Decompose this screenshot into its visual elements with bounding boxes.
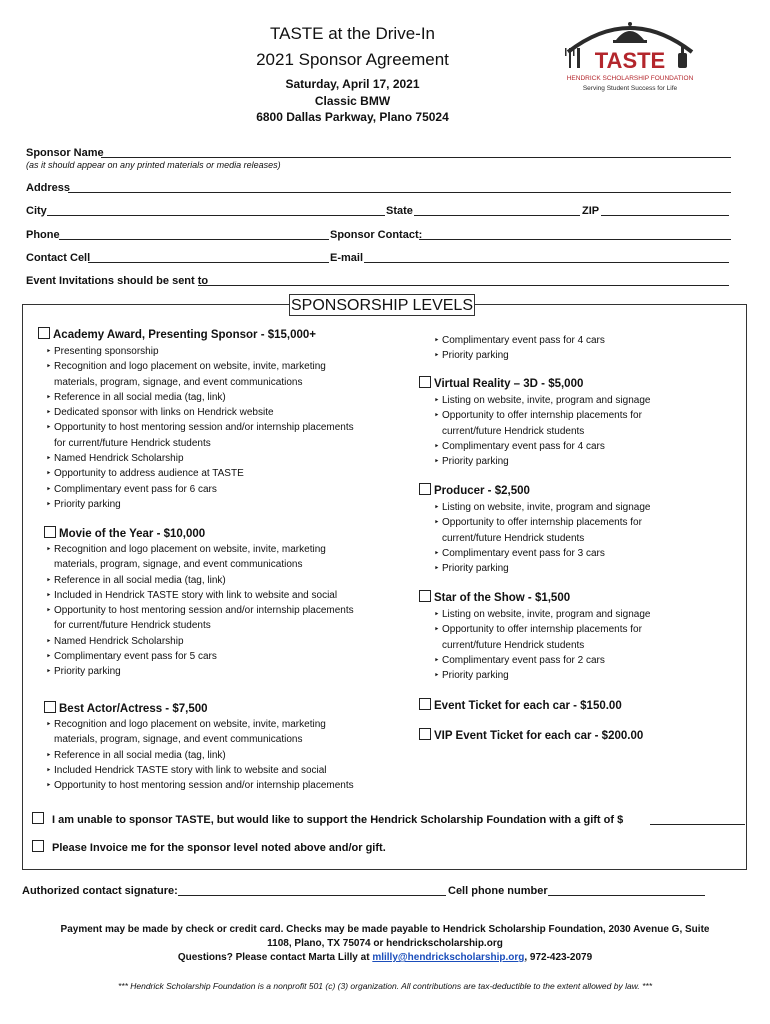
- event-address: 6800 Dallas Parkway, Plano 75024: [256, 110, 449, 124]
- benefit-item: materials, program, signage, and event communications: [54, 734, 303, 746]
- checkbox-academy-award[interactable]: [38, 327, 50, 339]
- contact-phone: , 972-423-2079: [524, 952, 593, 963]
- benefit-list: [46, 344, 413, 512]
- benefit-item: ‣ Priority parking: [434, 348, 734, 363]
- benefit-item: ‣ Listing on website, invite, program and signage: [434, 607, 729, 622]
- email-label: E-mail: [330, 252, 364, 264]
- logo-name: TASTE: [594, 48, 666, 73]
- benefit-item: ‣ Complimentary event pass for 4 cars: [434, 439, 729, 454]
- sponsor-name-field[interactable]: [101, 157, 731, 158]
- level-virtual-reality: [419, 376, 729, 469]
- gift-option: [32, 812, 623, 826]
- benefit-item: ‣ Priority parking: [434, 454, 729, 469]
- checkbox-virtual-reality[interactable]: [419, 376, 431, 388]
- address-label: Address: [26, 182, 71, 194]
- level-best-actor: [44, 701, 414, 793]
- payment-line-1: Payment may be made by check or credit card. Checks may be made payable to Hendrick Scholarship Foundation, 2030 Avenue G, Suite: [60, 924, 710, 935]
- taste-logo-graphic: [550, 12, 710, 97]
- benefit-item: ‣ Recognition and logo placement on website, invite, marketing: [46, 359, 413, 374]
- benefit-item: ‣ Reference in all social media (tag, link): [46, 748, 414, 763]
- benefit-item: current/future Hendrick students: [442, 532, 585, 544]
- email-field[interactable]: [364, 262, 729, 263]
- level-title: Producer - $2,500: [434, 485, 530, 497]
- benefit-item: ‣ Reference in all social media (tag, link): [46, 573, 414, 588]
- sponsor-contact-field[interactable]: [419, 239, 731, 240]
- checkbox-vip-ticket[interactable]: [419, 728, 431, 740]
- level-title: Virtual Reality – 3D - $5,000: [434, 378, 584, 390]
- benefit-item: ‣ Included Hendrick TASTE story with link to website and social: [46, 763, 414, 778]
- taste-logo: [550, 12, 710, 97]
- questions-line: [14, 952, 756, 963]
- benefit-item: ‣ Priority parking: [434, 561, 729, 576]
- level-title: Star of the Show - $1,500: [434, 592, 571, 604]
- gift-label: I am unable to sponsor TASTE, but would like to support the Hendrick Scholarship Foundation with a gift of $: [52, 814, 624, 826]
- benefit-item: ‣ Recognition and logo placement on website, invite, marketing: [46, 717, 414, 732]
- benefit-item: ‣ Opportunity to offer internship placements for: [434, 408, 729, 423]
- benefit-item: materials, program, signage, and event communications: [54, 559, 303, 571]
- benefit-item: current/future Hendrick students: [442, 425, 585, 437]
- level-title: Academy Award, Presenting Sponsor - $15,000+: [53, 329, 317, 341]
- benefit-item: ‣ Opportunity to offer internship placements for: [434, 622, 729, 637]
- vip-ticket-label: VIP Event Ticket for each car - $200.00: [434, 730, 644, 742]
- benefit-item: ‣ Listing on website, invite, program and signage: [434, 393, 729, 408]
- vip-ticket-option: [419, 728, 643, 742]
- checkbox-producer[interactable]: [419, 483, 431, 495]
- contact-cell-field[interactable]: [88, 262, 329, 263]
- document-title: TASTE at the Drive-In: [269, 24, 435, 43]
- level-star-of-the-show: [419, 590, 729, 683]
- logo-org: HENDRICK SCHOLARSHIP FOUNDATION: [566, 75, 694, 82]
- benefit-list: [434, 500, 729, 576]
- contact-email-link[interactable]: mlilly@hendrickscholarship.org: [372, 952, 525, 963]
- benefit-item: for current/future Hendrick students: [54, 437, 211, 449]
- benefit-item: ‣ Listing on website, invite, program and signage: [434, 500, 729, 515]
- benefit-item: ‣ Priority parking: [434, 668, 729, 683]
- checkbox-invoice[interactable]: [32, 840, 44, 852]
- event-venue: Classic BMW: [314, 94, 391, 108]
- level-movie-of-the-year: [44, 526, 414, 680]
- benefit-list: [46, 542, 414, 680]
- benefit-item: ‣ Opportunity to host mentoring session and/or internship placements: [46, 420, 413, 435]
- logo-tagline: Serving Student Success for Life: [582, 85, 678, 92]
- signature-field[interactable]: [178, 895, 446, 896]
- checkbox-gift[interactable]: [32, 812, 44, 824]
- payment-line-2: 1108, Plano, TX 75074 or hendrickscholarship.org: [267, 938, 503, 949]
- cell-phone-label: Cell phone number: [448, 885, 548, 897]
- benefit-item: for current/future Hendrick students: [54, 620, 211, 632]
- benefit-item: ‣ Complimentary event pass for 5 cars: [46, 649, 414, 664]
- benefit-item: ‣ Complimentary event pass for 3 cars: [434, 546, 729, 561]
- benefit-list: [46, 717, 414, 793]
- event-ticket-label: Event Ticket for each car - $150.00: [434, 700, 622, 712]
- sponsor-contact-label: Sponsor Contact:: [330, 229, 423, 241]
- benefit-item: ‣ Dedicated sponsor with links on Hendrick website: [46, 405, 413, 420]
- benefit-item: ‣ Opportunity to host mentoring session and/or internship placements: [46, 603, 414, 618]
- benefit-item: ‣ Reference in all social media (tag, link): [46, 390, 413, 405]
- level-title: Best Actor/Actress - $7,500: [59, 703, 208, 715]
- checkbox-best-actor[interactable]: [44, 701, 56, 713]
- questions-text: Questions? Please contact Marta Lilly at: [177, 952, 373, 963]
- benefit-list: [434, 393, 729, 469]
- checkbox-event-ticket[interactable]: [419, 698, 431, 710]
- address-field[interactable]: [68, 192, 731, 193]
- state-label: State: [386, 205, 413, 217]
- zip-field[interactable]: [601, 215, 729, 216]
- benefit-item: ‣ Opportunity to address audience at TASTE: [46, 466, 413, 481]
- invoice-label: Please Invoice me for the sponsor level noted above and/or gift.: [52, 842, 386, 854]
- benefit-item: current/future Hendrick students: [442, 639, 585, 651]
- benefit-item: ‣ Complimentary event pass for 6 cars: [46, 482, 413, 497]
- phone-field[interactable]: [59, 239, 329, 240]
- invitations-label: Event Invitations should be sent to: [26, 275, 209, 287]
- benefit-item: ‣ Complimentary event pass for 2 cars: [434, 653, 729, 668]
- phone-label: Phone: [26, 229, 60, 241]
- nonprofit-footer: *** Hendrick Scholarship Foundation is a nonprofit 501 (c) (3) organization. All contributions are tax-deductible to the extent allowed by law. ***: [117, 981, 653, 991]
- benefit-item: ‣ Recognition and logo placement on website, invite, marketing: [46, 542, 414, 557]
- zip-label: ZIP: [582, 205, 600, 217]
- signature-label: Authorized contact signature:: [22, 885, 178, 897]
- city-field[interactable]: [47, 215, 385, 216]
- checkbox-star-of-the-show[interactable]: [419, 590, 431, 602]
- benefit-item: materials, program, signage, and event communications: [54, 376, 303, 388]
- sponsorship-levels-title: SPONSORSHIP LEVELS: [289, 294, 475, 316]
- benefit-item: ‣ Included in Hendrick TASTE story with link to website and social: [46, 588, 414, 603]
- invitations-field[interactable]: [198, 285, 729, 286]
- benefit-item: ‣ Presenting sponsorship: [46, 344, 413, 359]
- event-date: Saturday, April 17, 2021: [285, 77, 420, 91]
- benefit-item: ‣ Opportunity to host mentoring session and/or internship placements: [46, 778, 414, 793]
- benefit-item: ‣ Opportunity to offer internship placements for: [434, 515, 729, 530]
- academy-award-benefits-continued: [434, 333, 734, 364]
- contact-cell-label: Contact Cell: [26, 252, 91, 264]
- event-ticket-option: [419, 698, 622, 712]
- benefit-item: ‣ Complimentary event pass for 4 cars: [434, 333, 734, 348]
- benefit-item: ‣ Priority parking: [46, 497, 413, 512]
- cell-phone-field[interactable]: [548, 895, 705, 896]
- invoice-option: [32, 840, 386, 854]
- gift-amount-field[interactable]: [650, 824, 745, 825]
- level-academy-award: [38, 327, 413, 512]
- sponsor-name-label: Sponsor Name: [26, 147, 104, 159]
- benefit-item: ‣ Priority parking: [46, 664, 414, 679]
- benefit-list: [434, 607, 729, 683]
- city-label: City: [26, 205, 47, 217]
- level-producer: [419, 483, 729, 576]
- checkbox-movie-of-the-year[interactable]: [44, 526, 56, 538]
- benefit-item: ‣ Named Hendrick Scholarship: [46, 451, 413, 466]
- sponsor-name-note: (as it should appear on any printed materials or media releases): [26, 160, 281, 170]
- state-field[interactable]: [414, 215, 580, 216]
- benefit-item: ‣ Named Hendrick Scholarship: [46, 634, 414, 649]
- document-subtitle: 2021 Sponsor Agreement: [256, 50, 449, 69]
- level-title: Movie of the Year - $10,000: [59, 528, 206, 540]
